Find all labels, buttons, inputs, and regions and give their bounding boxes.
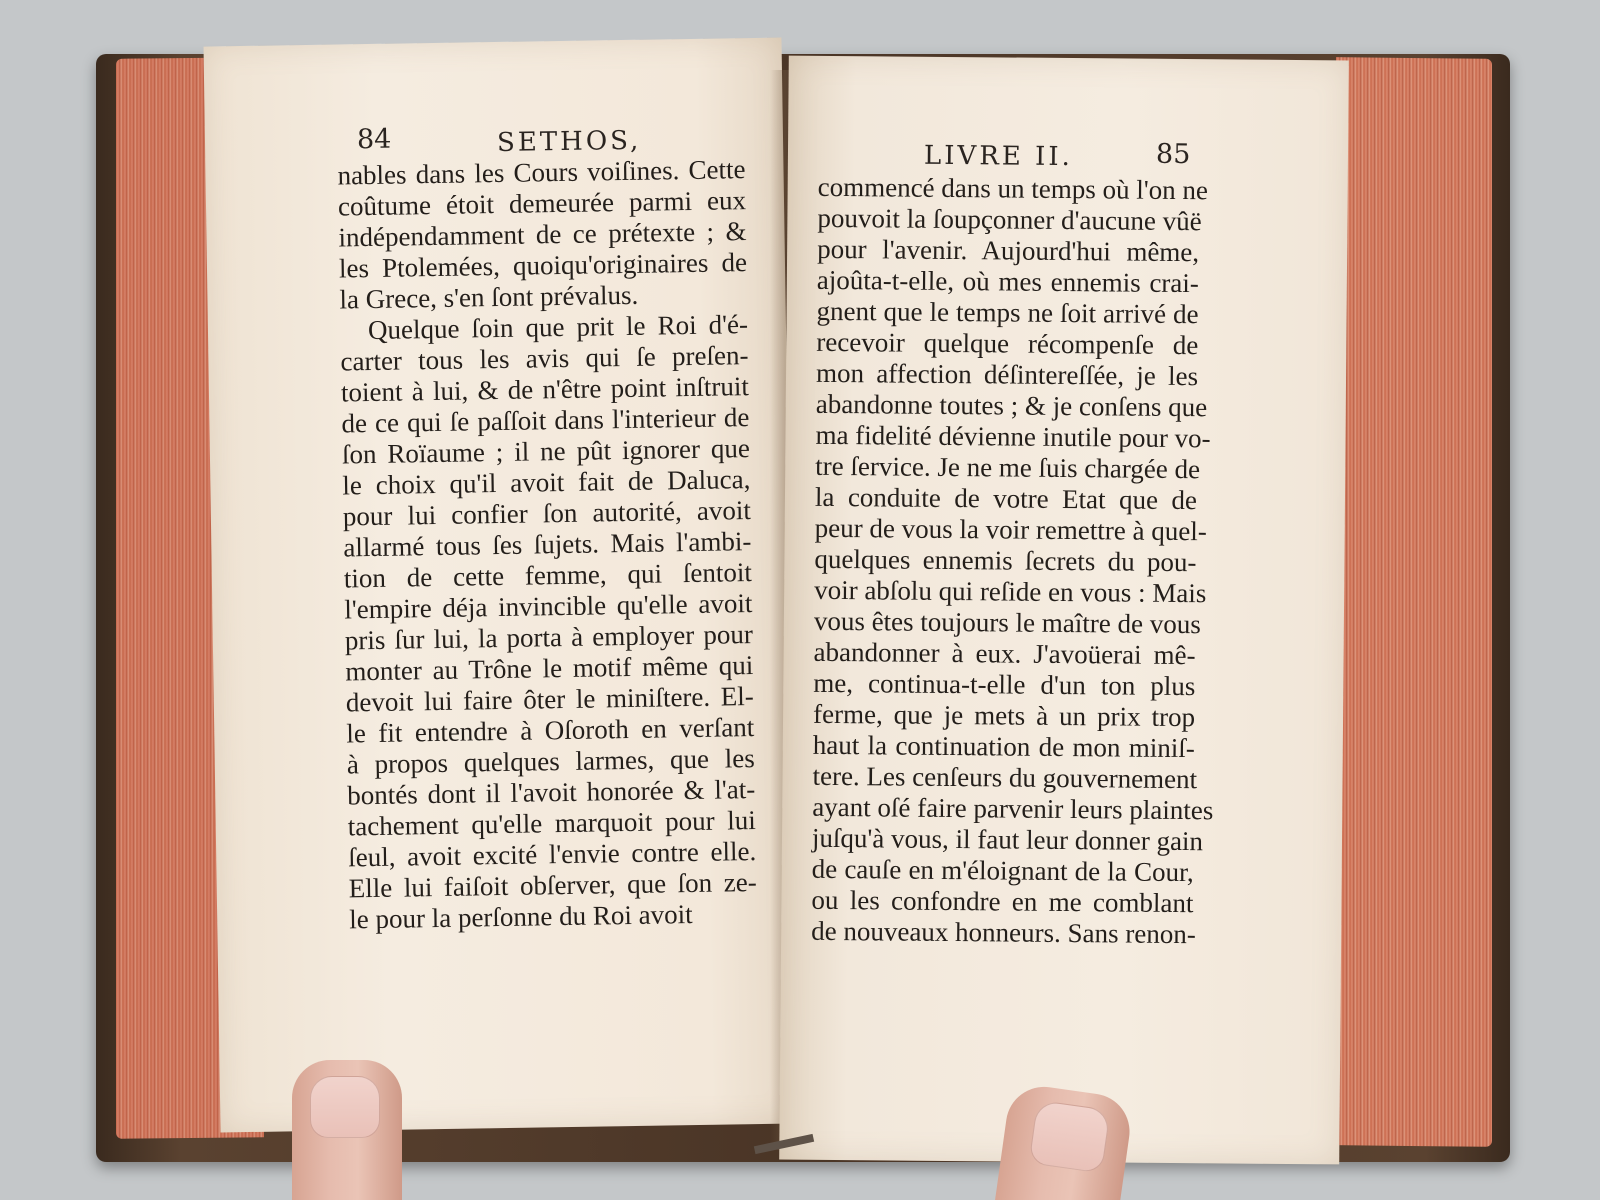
text-line: tere. Les cenſeurs du gouvernement — [812, 760, 1198, 795]
text-line: vous êtes toujours le maître de vous — [813, 605, 1201, 640]
text-line: Quelque ſoin que prit le Roi d'é- — [367, 309, 749, 346]
left-thumbnail — [310, 1076, 380, 1138]
text-line: pouvoit la ſoupçonner d'aucune vûë — [817, 202, 1202, 237]
text-line: pris ſur lui, la porta à employer pour — [344, 619, 754, 656]
text-line: peur de vous la voir remettre à quel- — [814, 512, 1207, 547]
text-line: les Ptolemées, quoiqu'originaires de — [338, 247, 748, 284]
right-page-edges — [1336, 57, 1492, 1147]
right-thumbnail — [1029, 1100, 1111, 1174]
text-line: la Grece, s'en ſont prévalus. — [339, 279, 639, 315]
text-line: abandonner à eux. J'avoüerai mê- — [813, 636, 1196, 671]
text-line: l'empire déja invincible qu'elle avoit — [344, 588, 753, 625]
text-line: devoit lui faire ôter le miniſtere. El- — [345, 681, 755, 718]
left-thumb — [292, 1060, 402, 1200]
text-line: tre ſervice. Je ne me ſuis chargée de — [815, 450, 1201, 485]
text-line: haut la continuation de mon miniſ- — [812, 729, 1195, 764]
text-line: à propos quelques larmes, que les — [346, 743, 755, 780]
text-line: ma fidelité dévienne inutile pour vo- — [815, 419, 1211, 454]
left-page-number: 84 — [356, 123, 392, 156]
text-line: me, continua-t-elle d'un ton plus — [813, 667, 1196, 702]
text-line: indépendamment de ce prétexte ; & — [338, 216, 747, 253]
text-line: de cauſe en m'éloignant de la Cour, — [811, 853, 1194, 888]
text-line: pour l'avenir. Aujourd'hui même, — [817, 233, 1200, 268]
text-line: juſqu'à vous, il faut leur donner gain — [811, 822, 1204, 857]
text-line: coûtume étoit demeurée parmi eux — [337, 185, 747, 222]
text-line: ou les confondre en me comblant — [811, 884, 1194, 919]
text-line: ayant oſé faire parvenir leurs plaintes — [812, 791, 1214, 826]
text-line: recevoir quelque récompenſe de — [816, 326, 1199, 361]
text-line: carter tous les avis qui ſe preſen- — [340, 340, 749, 377]
right-running-head: LIVRE II. — [923, 140, 1074, 173]
text-line: bontés dont il l'avoit honorée & l'at- — [347, 774, 756, 811]
left-page-text — [337, 154, 757, 935]
text-line: de nouveaux honneurs. Sans renon- — [811, 915, 1196, 950]
text-line: Elle lui faiſoit obſerver, que ſon ze- — [348, 867, 757, 904]
right-thumb — [994, 1082, 1135, 1200]
text-line: mon affection déſintereſſée, je les — [815, 357, 1199, 392]
text-line: abandonne toutes ; & je conſens que — [815, 388, 1208, 423]
text-line: toient à lui, & de n'être point inſtruit — [340, 371, 750, 408]
text-line: le pour la perſonne du Roi avoit — [348, 899, 693, 935]
text-line: le fit entendre à Oſoroth en verſant — [346, 712, 755, 749]
right-page-number: 85 — [1155, 138, 1191, 171]
text-line: pour lui confier ſon autorité, avoit — [342, 495, 752, 532]
text-line: gnent que le temps ne ſoit arrivé de — [816, 295, 1199, 330]
left-page — [204, 38, 799, 1133]
left-running-head: SETHOS, — [496, 125, 642, 159]
text-line: commencé dans un temps où l'on ne — [817, 171, 1209, 206]
text-line: ſeul, avoit excité l'envie contre elle. — [348, 836, 757, 873]
text-line: quelques ennemis ſecrets du pou- — [814, 543, 1197, 578]
text-line: ſon Roïaume ; il ne pût ignorer que — [341, 433, 751, 470]
text-line: nables dans les Cours voiſines. Cette — [337, 154, 746, 191]
text-line: de ce qui ſe paſſoit dans l'interieur de — [341, 402, 750, 439]
text-line: tion de cette femme, qui ſentoit — [343, 557, 753, 594]
right-page — [779, 56, 1349, 1165]
text-line: la conduite de votre Etat que de — [814, 481, 1198, 516]
text-line: allarmé tous ſes ſujets. Mais l'ambi- — [343, 526, 752, 563]
right-page-text — [811, 171, 1214, 950]
text-line: ajoûta-t-elle, où mes ennemis crai- — [816, 264, 1199, 299]
text-line: ferme, que je mets à un prix trop — [812, 698, 1196, 733]
text-line: voir abſolu qui reſide en vous : Mais — [814, 574, 1207, 609]
text-line: monter au Trône le motif même qui — [345, 650, 754, 687]
text-line: le choix qu'il avoit fait de Daluca, — [342, 464, 751, 501]
text-line: tachement qu'elle marquoit pour lui — [347, 805, 756, 842]
